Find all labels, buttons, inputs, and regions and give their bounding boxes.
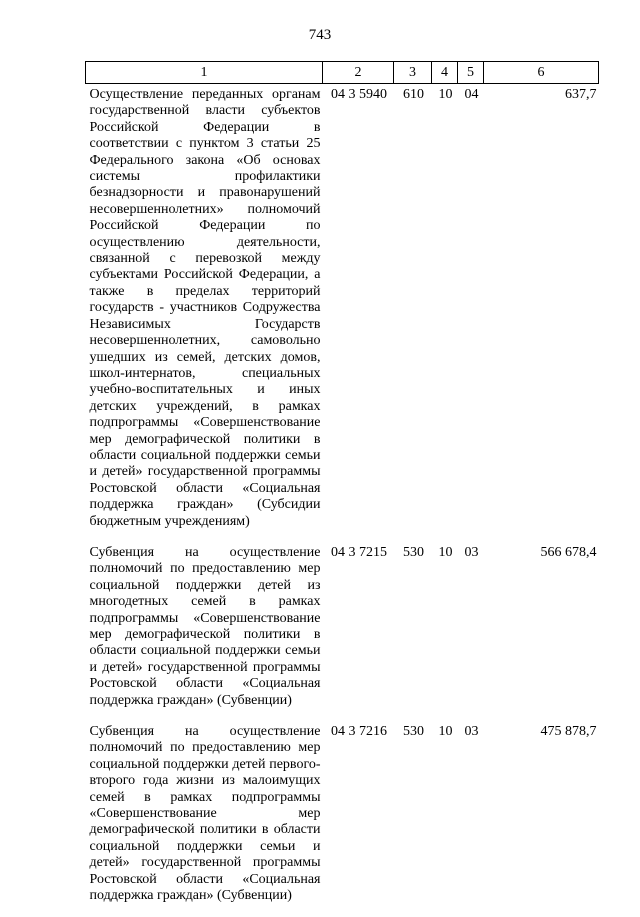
row-target-code: 04 3 5940 <box>331 87 387 102</box>
row-section: 10 <box>438 87 453 102</box>
row-target-code: 04 3 7215 <box>331 544 387 560</box>
header-col-4: 4 <box>432 62 458 84</box>
header-col-6: 6 <box>484 62 599 84</box>
row-target-code: 04 3 7216 <box>331 724 387 740</box>
header-row <box>86 62 599 84</box>
row-section: 10 <box>438 544 453 560</box>
header-col-2: 2 <box>323 62 394 84</box>
row-amount: 566 678,4 <box>540 544 597 560</box>
row-amount: 475 878,7 <box>540 724 597 740</box>
header-col-5: 5 <box>458 62 484 84</box>
table-row <box>86 84 599 542</box>
table-row <box>86 721 599 916</box>
row-expense-type: 530 <box>403 724 424 740</box>
table-row <box>86 542 599 721</box>
budget-table <box>85 61 599 917</box>
table-body <box>86 84 599 917</box>
row-description: Осуществление переданных органам государственной власти субъектов Российской Федерации в соответствии с пунктом 3 статьи 25 Федерального закона «Об основах системы профилактики безнадзорности и правонарушений несовершеннолетних» полномочий Российской Федерации по осуществлению деятельности, связанной с перевозкой между субъектами Российской Федерации, а также в пределах территорий государств - участников Содружества Независимых Государств несовершеннолетних, самовольно ушедших из семей, детских домов, школ-интернатов, специальных учебно-воспитательных и иных детских учреждений, в рамках подпрограммы «Совершенствование мер демографической политики в области социальной поддержки семьи и детей» государственной программы Ростовской области «Социальная поддержка граждан» (Субсидии бюджетным учреждениям) <box>89 87 321 529</box>
header-col-1: 1 <box>86 62 323 84</box>
page-number: 743 <box>308 27 332 43</box>
row-description: Субвенция на осуществление полномочий по предоставлению мер социальной поддержки детей из многодетных семей в рамках подпрограммы «Совершенствование мер демографической политики в области социальной поддержки семьи и детей» государственной программы Ростовской области «Социальная поддержка граждан» (Субвенции) <box>89 544 321 708</box>
row-description: Субвенция на осуществление полномочий по предоставлению мер социальной поддержки детей первого-второго года жизни из малоимущих семей в рамках подпрограммы «Совершенствование мер демографической политики в области социальной поддержки семьи и детей» государственной программы Ростовской области «Социальная поддержка граждан» (Субвенции) <box>89 724 321 904</box>
row-expense-type: 610 <box>403 87 424 102</box>
row-subsection: 03 <box>464 544 479 560</box>
table-header <box>86 62 599 84</box>
row-section: 10 <box>438 724 453 740</box>
row-expense-type: 530 <box>403 544 424 560</box>
row-amount: 637,7 <box>565 87 597 102</box>
row-subsection: 03 <box>464 724 479 740</box>
header-col-3: 3 <box>394 62 432 84</box>
row-subsection: 04 <box>464 87 479 102</box>
